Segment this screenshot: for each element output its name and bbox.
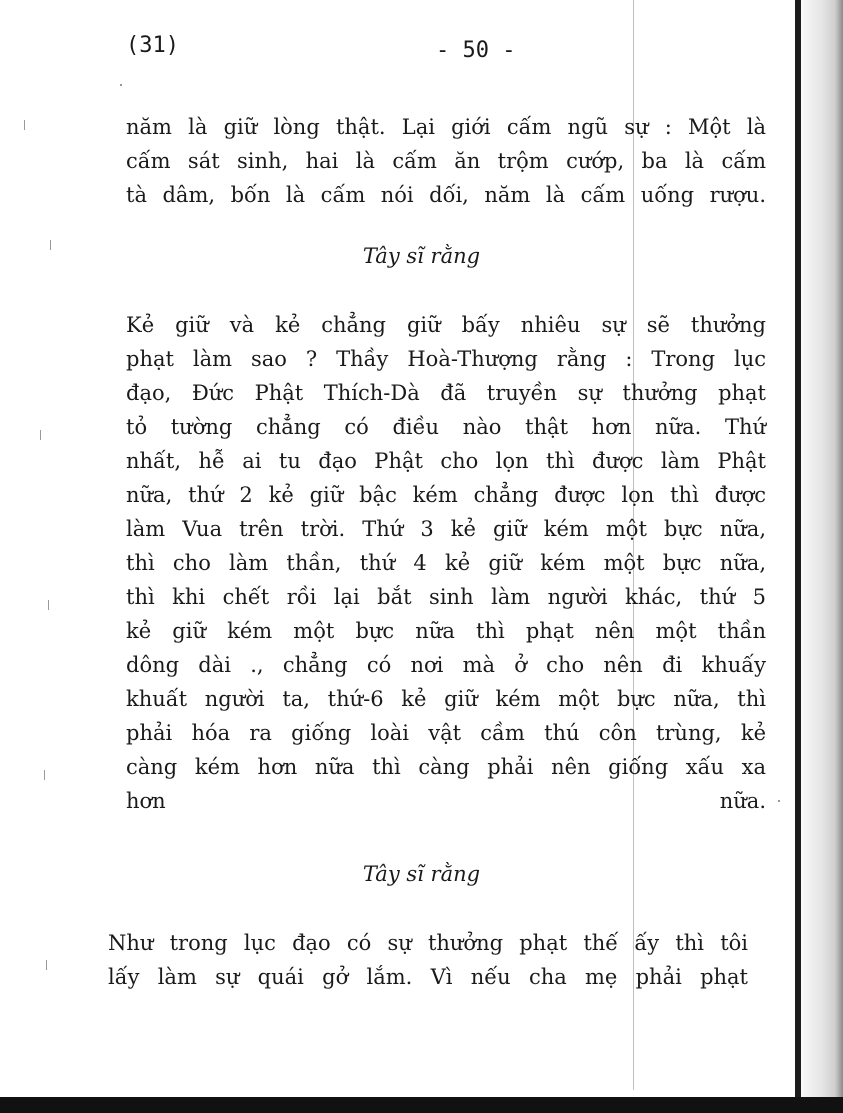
text-line: Kẻ giữ và kẻ chẳng giữ bấy nhiêu sự sẽ thưởng xyxy=(126,313,766,337)
paragraph-2 xyxy=(126,308,766,818)
scan-border-bottom xyxy=(0,1097,843,1113)
scan-speck xyxy=(778,800,780,802)
text-line: dông dài ., chẳng có nơi mà ở cho nên đi khuấy xyxy=(126,653,766,677)
text-line: thì cho làm thần, thứ 4 kẻ giữ kém một bực nữa, xyxy=(126,551,766,575)
page-label: (31) xyxy=(126,33,179,58)
section-heading-2: Tây sĩ rằng xyxy=(362,862,481,886)
text-line: phải hóa ra giống loài vật cầm thú côn trùng, kẻ xyxy=(126,721,766,745)
scan-border-right xyxy=(795,0,801,1098)
text-line: tỏ tường chẳng có điều nào thật hơn nữa. Thứ xyxy=(126,415,766,439)
text-line: nhất, hễ ai tu đạo Phật cho lọn thì được làm Phật xyxy=(126,449,766,473)
text-line: Như trong lục đạo có sự thưởng phạt thế ấy thì tôi xyxy=(108,931,748,955)
scan-speck xyxy=(46,960,47,970)
paragraph-3 xyxy=(108,926,748,994)
text-line: tà dâm, bốn là cấm nói dối, năm là cấm uống rượu. xyxy=(126,183,766,207)
text-line: năm là giữ lòng thật. Lại giới cấm ngũ sự : Một là xyxy=(126,115,766,139)
text-line: càng kém hơn nữa thì càng phải nên giống xấu xa xyxy=(126,755,766,779)
text-line: hơn nữa. xyxy=(126,789,766,813)
scan-speck xyxy=(40,430,41,440)
text-line: nữa, thứ 2 kẻ giữ bậc kém chẳng được lọn thì được xyxy=(126,483,766,507)
text-line: cấm sát sinh, hai là cấm ăn trộm cướp, ba là cấm xyxy=(126,149,766,173)
scan-speck xyxy=(48,600,49,610)
section-heading-1: Tây sĩ rằng xyxy=(362,244,481,268)
text-line: phạt làm sao ? Thầy Hoà-Thượng rằng : Trong lục xyxy=(126,347,766,371)
text-line: lấy làm sự quái gở lắm. Vì nếu cha mẹ phải phạt xyxy=(108,965,748,989)
text-line: kẻ giữ kém một bực nữa thì phạt nên một thần xyxy=(126,619,766,643)
scan-shadow-right xyxy=(795,0,843,1113)
text-line: đạo, Đức Phật Thích-Dà đã truyền sự thưởng phạt xyxy=(126,381,766,405)
scan-speck xyxy=(120,84,122,86)
page-number: - 50 - xyxy=(436,38,516,63)
scan-speck xyxy=(24,120,25,130)
scan-speck xyxy=(44,770,45,780)
text-line: làm Vua trên trời. Thứ 3 kẻ giữ kém một bực nữa, xyxy=(126,517,766,541)
text-line: thì khi chết rồi lại bắt sinh làm người khác, thứ 5 xyxy=(126,585,766,609)
paragraph-1 xyxy=(126,110,766,212)
text-line: khuất người ta, thứ-6 kẻ giữ kém một bực nữa, thì xyxy=(126,687,766,711)
